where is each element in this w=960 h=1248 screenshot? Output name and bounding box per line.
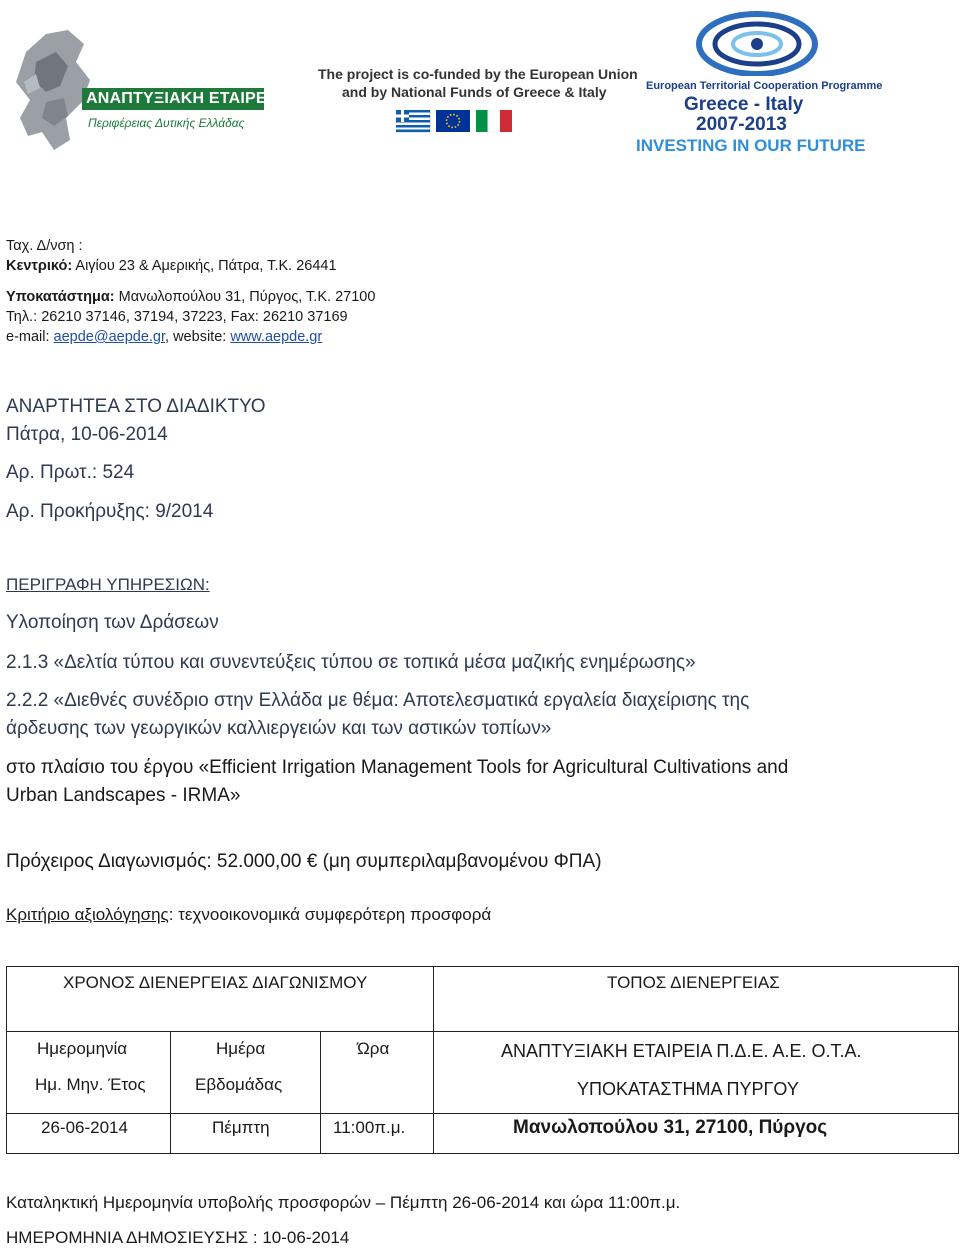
central-address: Αιγίου 23 & Αμερικής, Πάτρα, Τ.Κ. 26441 <box>72 258 337 274</box>
branch-address: Μανωλοπούλου 31, Πύργος, Τ.Κ. 27100 <box>114 289 376 305</box>
tender-amount: Πρόχειρος Διαγωνισμός: 52.000,00 € (μη συμπεριλαμβανομένου ΦΠΑ) <box>6 851 602 872</box>
col-date-label-2: Ημ. Μην. Έτος <box>35 1075 146 1094</box>
email-label: e-mail: <box>6 329 54 345</box>
address-value: Μανωλοπούλου 31, 27100, Πύργος <box>513 1117 828 1138</box>
date-value: 26-06-2014 <box>41 1118 128 1137</box>
postal-label: Ταχ. Δ/νση : <box>6 238 83 254</box>
greece-italy-programme-logo <box>632 6 883 156</box>
project-line-1: στο πλαίσιο του έργου «Efficient Irrigation Management Tools for Agricultural Cultivations and <box>6 757 789 778</box>
submission-deadline: Καταληκτική Ημερομηνία υποβολής προσφορών – Πέμπτη 26-06-2014 και ώρα 11:00π.μ. <box>6 1193 681 1212</box>
protocol-number: Αρ. Πρωτ.: 524 <box>6 462 135 483</box>
programme-line-1: European Territorial Cooperation Programme <box>646 80 883 92</box>
programme-line-3: 2007-2013 <box>696 114 787 135</box>
programme-line-2: Greece - Italy <box>684 94 804 115</box>
italian-flag-icon <box>476 110 512 132</box>
email-website-line <box>6 327 375 347</box>
development-company-logo <box>6 22 284 154</box>
action-item-2-line-2: άρδευσης των γεωργικών καλλιεργειών και των αστικών τοπίων» <box>6 718 552 739</box>
criterion-value: : τεχνοοικονομικά συμφερότερη προσφορά <box>168 905 492 924</box>
action-item-1: 2.1.3 «Δελτία τύπου και συνεντεύξεις τύπου σε τοπικά μέσα μαζικής ενημέρωσης» <box>6 652 696 673</box>
email-link[interactable]: aepde@aepde.gr <box>53 329 166 345</box>
logo-title: ΑΝΑΠΤΥΞΙΑΚΗ ΕΤΑΙΡΕΙΑ <box>86 90 284 107</box>
phone-fax: Τηλ.: 26210 37146, 37194, 37223, Fax: 26210 37169 <box>6 309 348 325</box>
cofunding-line-2: and by National Funds of Greece & Italy <box>342 84 607 100</box>
eu-flag-icon <box>436 110 470 132</box>
header-place-cell: ΤΟΠΟΣ ΔΙΕΝΕΡΓΕΙΑΣ <box>607 973 780 992</box>
contact-block <box>6 236 375 347</box>
posted-online-heading: ΑΝΑΡΤΗΤΕΑ ΣΤΟ ΔΙΑΔΙΚΤΥΟ <box>6 396 266 417</box>
logo-subtitle: Περιφέρειας Δυτικής Ελλάδας <box>88 116 245 130</box>
cofunding-line-1: The project is co-funded by the European Union <box>318 66 638 82</box>
col-time-label: Ώρα <box>357 1039 390 1058</box>
website-label: , website: <box>165 329 231 345</box>
place-line-2: ΥΠΟΚΑΤΑΣΤΗΜΑ ΠΥΡΓΟΥ <box>577 1079 799 1099</box>
swirl-emblem-icon <box>682 6 832 76</box>
col-day-label-2: Εβδομάδας <box>195 1075 283 1094</box>
time-value: 11:00π.μ. <box>333 1118 406 1137</box>
programme-line-4: INVESTING IN OUR FUTURE <box>636 136 866 155</box>
central-label: Κεντρικό: <box>6 258 73 274</box>
central-office <box>6 256 375 276</box>
col-day-label-1: Ημέρα <box>216 1039 266 1058</box>
website-link[interactable]: www.aepde.gr <box>230 329 323 345</box>
greek-flag-icon <box>396 110 430 132</box>
day-value: Πέμπτη <box>212 1118 270 1137</box>
tender-schedule-table <box>6 966 959 1154</box>
criterion-label: Κριτήριο αξιολόγησης <box>6 905 169 924</box>
col-date-label-1: Ημερομηνία <box>37 1039 128 1058</box>
flags-icon <box>396 110 514 134</box>
announcement-number: Αρ. Προκήρυξης: 9/2014 <box>6 501 214 522</box>
services-heading: ΠΕΡΙΓΡΑΦΗ ΥΠΗΡΕΣΙΩΝ: <box>6 575 210 594</box>
actions-title: Υλοποίηση των Δράσεων <box>6 612 219 633</box>
branch-office <box>6 287 375 307</box>
eu-cofunding-logo <box>312 52 638 152</box>
place-line-1: ΑΝΑΠΤΥΞΙΑΚΗ ΕΤΑΙΡΕΙΑ Π.Δ.Ε. Α.Ε. Ο.Τ.Α. <box>501 1041 862 1061</box>
place-date: Πάτρα, 10-06-2014 <box>6 424 168 445</box>
header-time-cell: ΧΡΟΝΟΣ ΔΙΕΝΕΡΓΕΙΑΣ ΔΙΑΓΩΝΙΣΜΟΥ <box>63 973 368 992</box>
action-item-2-line-1: 2.2.2 «Διεθνές συνέδριο στην Ελλάδα με θέμα: Αποτελεσματικά εργαλεία διαχείρισης της <box>6 690 750 711</box>
project-line-2: Urban Landscapes - IRMA» <box>6 785 241 806</box>
evaluation-criterion <box>6 905 491 925</box>
publication-date: ΗΜΕΡΟΜΗΝΙΑ ΔΗΜΟΣΙΕΥΣΗΣ : 10-06-2014 <box>6 1228 350 1247</box>
branch-label: Υποκατάστημα: <box>6 289 115 305</box>
